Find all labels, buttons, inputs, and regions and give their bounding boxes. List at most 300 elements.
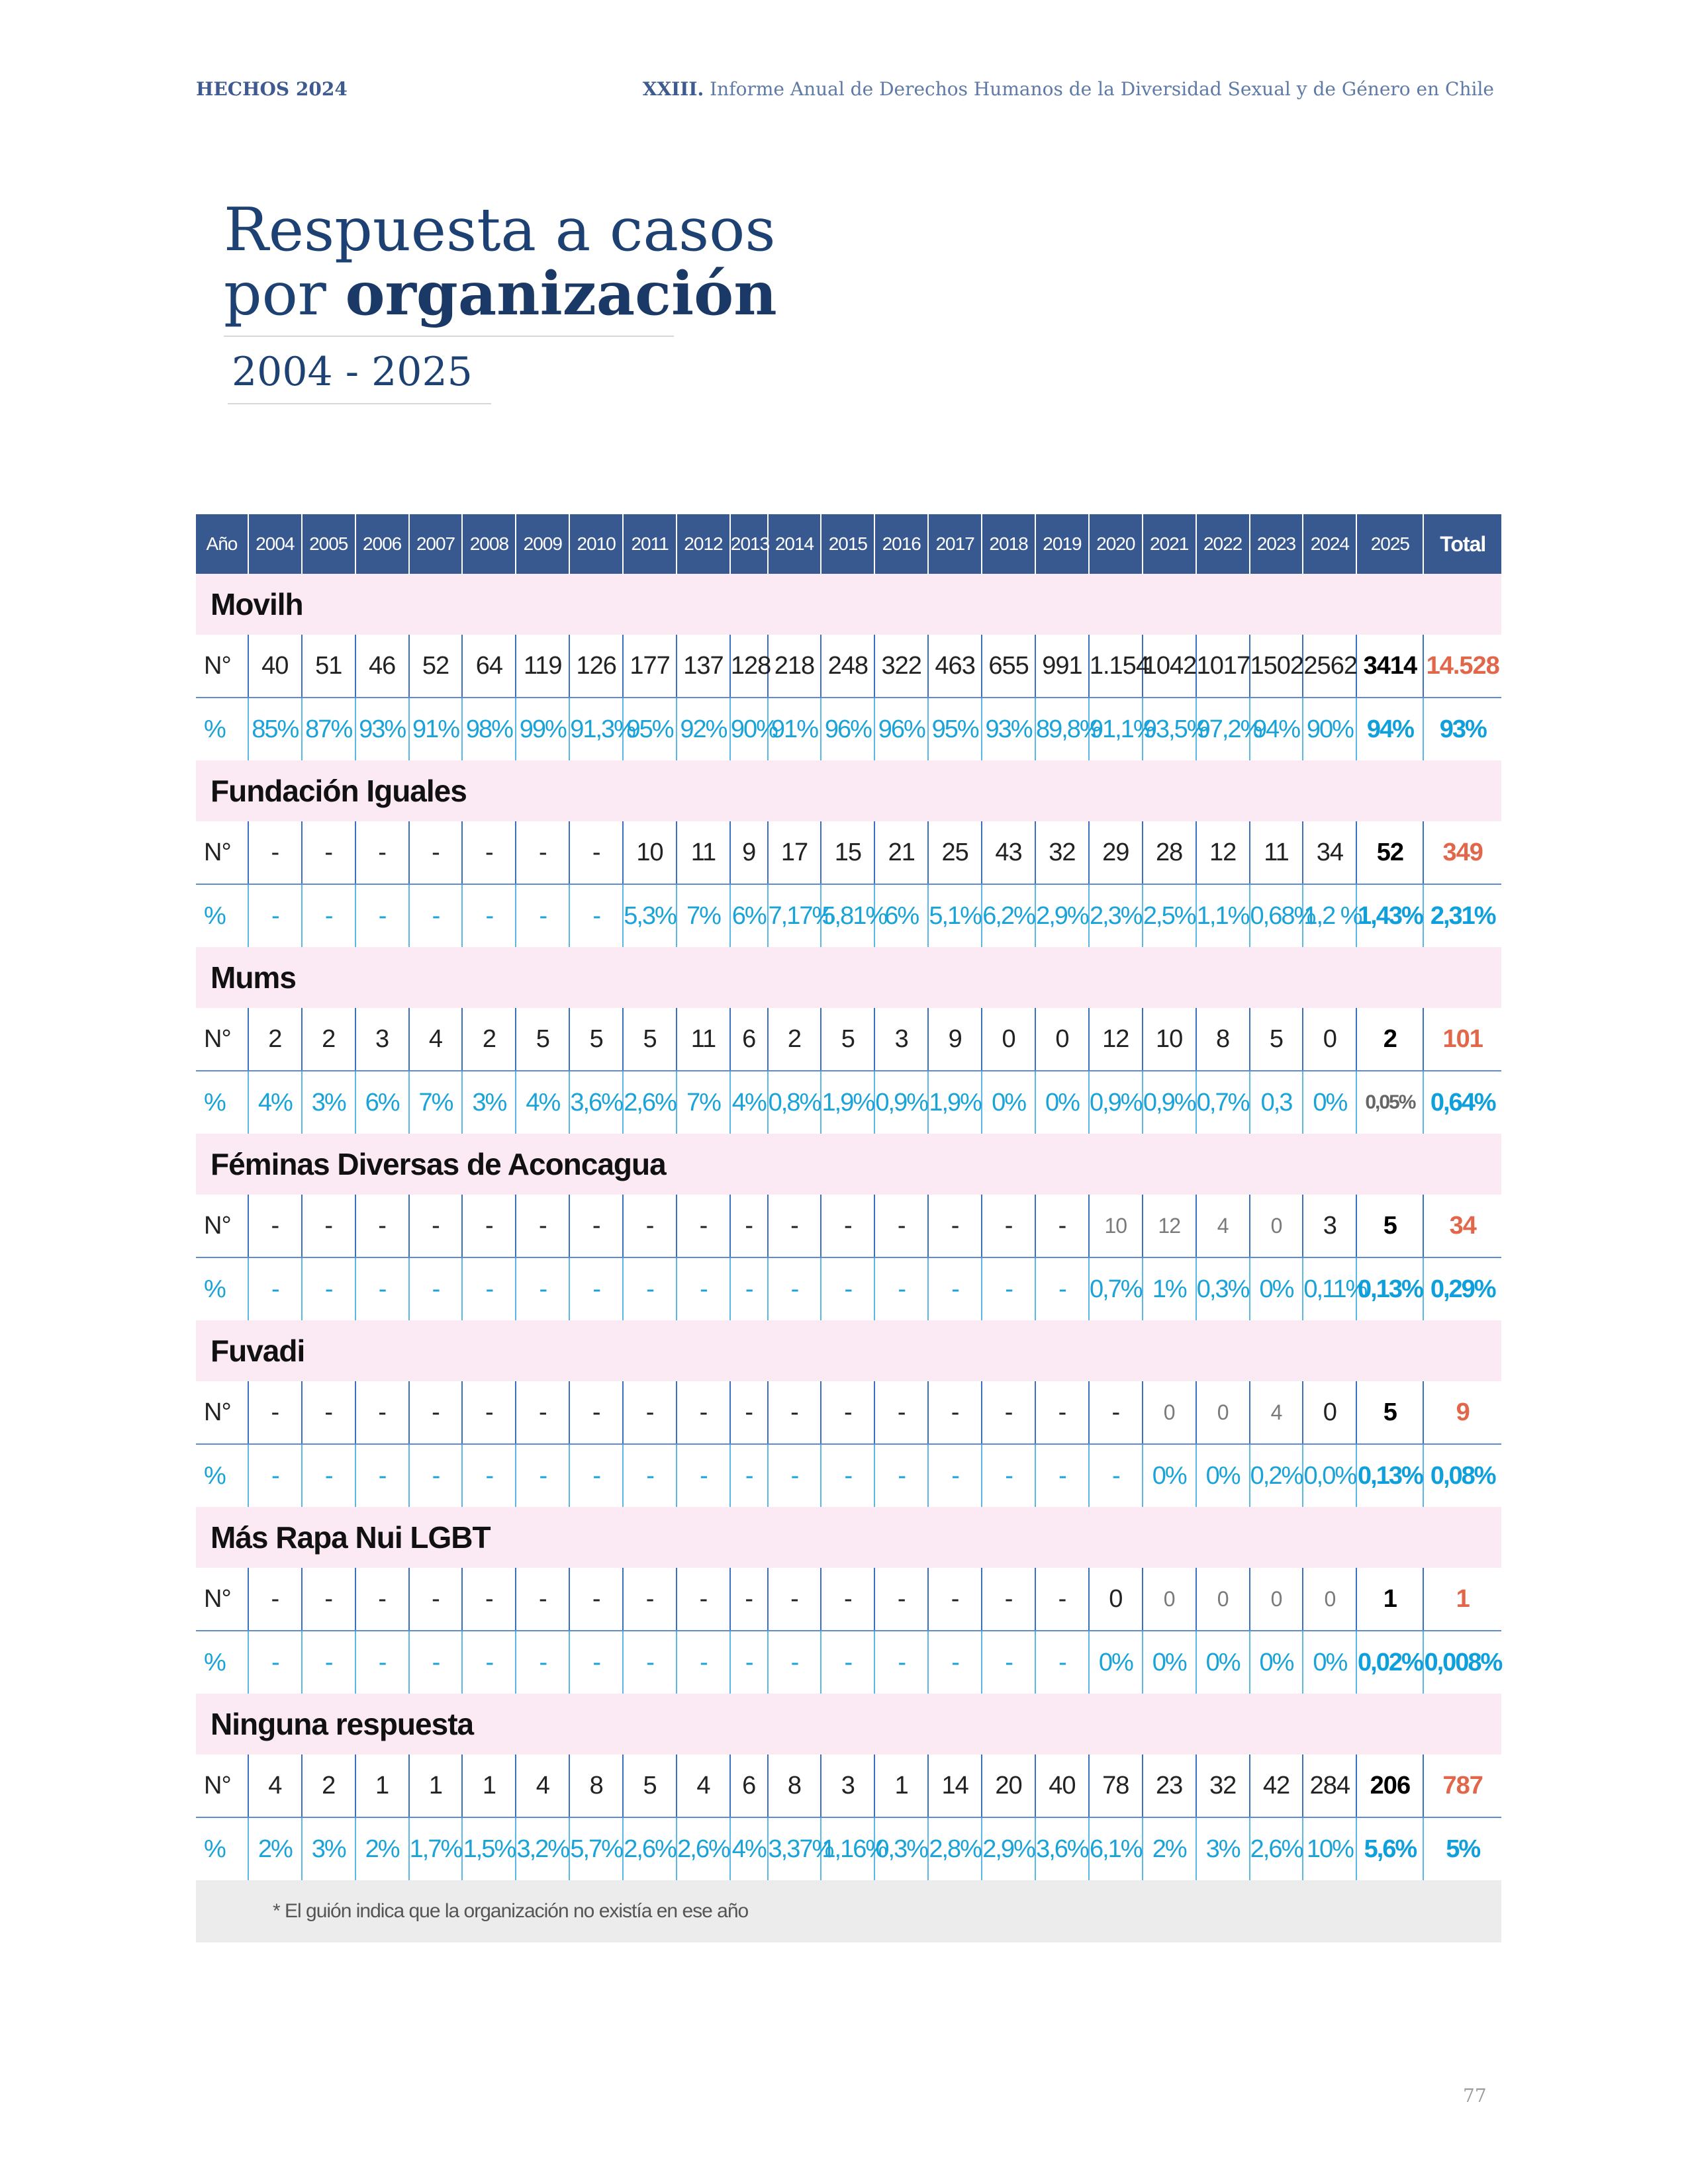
- count-cell: -: [677, 1568, 730, 1631]
- percent-cell: -: [821, 1257, 874, 1320]
- count-cell: -: [1035, 1381, 1089, 1444]
- count-cell: -: [874, 1381, 928, 1444]
- percent-cell: -: [569, 1257, 623, 1320]
- count-cell: -: [248, 1195, 302, 1257]
- percent-cell: 5,1%: [928, 884, 982, 947]
- count-cell: 5: [1250, 1008, 1303, 1071]
- percent-cell: 4%: [730, 1817, 768, 1880]
- percent-cell: 5,7%: [569, 1817, 623, 1880]
- percent-cell: 2,5%: [1143, 884, 1196, 947]
- percent-cell: -: [768, 1257, 821, 1320]
- percent-cell: 1,9%: [821, 1071, 874, 1134]
- percent-cell: -: [821, 1444, 874, 1507]
- percent-cell: -: [516, 1631, 569, 1694]
- count-cell: 2: [302, 1754, 355, 1817]
- count-cell: -: [928, 1195, 982, 1257]
- percent-total: 0,29%: [1423, 1257, 1501, 1320]
- count-cell: 5: [623, 1008, 677, 1071]
- count-cell: 46: [355, 635, 409, 698]
- percent-cell: -: [1089, 1444, 1143, 1507]
- count-cell: -: [302, 1195, 355, 1257]
- percent-cell: 91%: [409, 698, 463, 760]
- percent-cell: -: [302, 1631, 355, 1694]
- count-cell: 8: [569, 1754, 623, 1817]
- count-label: N°: [196, 1754, 248, 1817]
- count-label: N°: [196, 1381, 248, 1444]
- percent-row: [196, 1444, 1501, 1507]
- header-year-label: Año: [196, 514, 248, 574]
- percent-total: 2,31%: [1423, 884, 1501, 947]
- percent-row: [196, 884, 1501, 947]
- count-cell: -: [1089, 1381, 1143, 1444]
- percent-cell: 3,6%: [569, 1071, 623, 1134]
- count-cell: -: [516, 1195, 569, 1257]
- count-cell: 15: [821, 821, 874, 884]
- percent-cell: 0,13%: [1356, 1257, 1423, 1320]
- count-cell: 0: [1196, 1381, 1250, 1444]
- count-cell: -: [302, 1381, 355, 1444]
- count-cell: -: [248, 1381, 302, 1444]
- percent-cell: -: [821, 1631, 874, 1694]
- header-year-2023: 2023: [1250, 514, 1303, 574]
- percent-cell: -: [730, 1631, 768, 1694]
- count-cell: 12: [1196, 821, 1250, 884]
- header-year-2010: 2010: [569, 514, 623, 574]
- count-cell: 52: [409, 635, 463, 698]
- count-row: [196, 1754, 1501, 1817]
- percent-cell: 0,3: [1250, 1071, 1303, 1134]
- count-cell: 4: [1250, 1381, 1303, 1444]
- count-cell: -: [928, 1568, 982, 1631]
- percent-cell: -: [874, 1631, 928, 1694]
- count-cell: -: [982, 1195, 1035, 1257]
- count-cell: 248: [821, 635, 874, 698]
- percent-cell: 4%: [730, 1071, 768, 1134]
- percent-cell: 1,16%: [821, 1817, 874, 1880]
- count-cell: 0: [1303, 1381, 1356, 1444]
- header-year-2011: 2011: [623, 514, 677, 574]
- header-year-2008: 2008: [462, 514, 516, 574]
- percent-cell: 91,1%: [1089, 698, 1143, 760]
- percent-cell: 10%: [1303, 1817, 1356, 1880]
- header-year-2012: 2012: [677, 514, 730, 574]
- count-cell: 4: [516, 1754, 569, 1817]
- percent-cell: -: [1035, 1444, 1089, 1507]
- count-cell: 5: [623, 1754, 677, 1817]
- count-cell: 2562: [1303, 635, 1356, 698]
- count-cell: -: [355, 1381, 409, 1444]
- percent-label: %: [204, 715, 225, 743]
- running-header-right: [643, 78, 1494, 100]
- percent-label: %: [204, 901, 225, 930]
- count-cell: 42: [1250, 1754, 1303, 1817]
- count-total: 787: [1423, 1754, 1501, 1817]
- percent-cell: -: [623, 1444, 677, 1507]
- count-cell: 177: [623, 635, 677, 698]
- count-cell: -: [462, 1195, 516, 1257]
- count-cell: 10: [623, 821, 677, 884]
- count-cell: -: [768, 1195, 821, 1257]
- org-name: Féminas Diversas de Aconcagua: [196, 1134, 1501, 1195]
- percent-cell: -: [982, 1631, 1035, 1694]
- percent-cell: 3,37%: [768, 1817, 821, 1880]
- count-cell: 1: [409, 1754, 463, 1817]
- header-year-2009: 2009: [516, 514, 569, 574]
- percent-cell: 2,6%: [1250, 1817, 1303, 1880]
- percent-cell: 0,11%: [1303, 1257, 1356, 1320]
- count-cell: 463: [928, 635, 982, 698]
- percent-cell: 6%: [874, 884, 928, 947]
- count-cell: 1502: [1250, 635, 1303, 698]
- percent-cell: -: [569, 884, 623, 947]
- percent-cell: -: [462, 1631, 516, 1694]
- count-total: 1: [1423, 1568, 1501, 1631]
- count-cell: 3: [1303, 1195, 1356, 1257]
- percent-cell: 97,2%: [1196, 698, 1250, 760]
- count-cell: -: [982, 1568, 1035, 1631]
- percent-cell: 0%: [1303, 1071, 1356, 1134]
- percent-cell: -: [730, 1444, 768, 1507]
- count-cell: -: [677, 1381, 730, 1444]
- percent-cell: 4%: [516, 1071, 569, 1134]
- page-number: 77: [1463, 2085, 1487, 2107]
- percent-cell: 0%: [1089, 1631, 1143, 1694]
- count-cell: 5: [1356, 1195, 1423, 1257]
- percent-cell: -: [516, 1444, 569, 1507]
- count-cell: -: [409, 1195, 463, 1257]
- count-cell: 0: [1250, 1568, 1303, 1631]
- percent-cell: -: [677, 1631, 730, 1694]
- count-row: [196, 1008, 1501, 1071]
- count-row: [196, 635, 1501, 698]
- percent-cell: -: [516, 1257, 569, 1320]
- percent-cell: -: [409, 884, 463, 947]
- count-cell: -: [623, 1195, 677, 1257]
- percent-cell: 0%: [982, 1071, 1035, 1134]
- count-cell: 5: [569, 1008, 623, 1071]
- count-total: 349: [1423, 821, 1501, 884]
- count-label: N°: [196, 1008, 248, 1071]
- percent-cell: 1,9%: [928, 1071, 982, 1134]
- count-cell: 32: [1035, 821, 1089, 884]
- count-cell: -: [1035, 1195, 1089, 1257]
- percent-cell: 93%: [355, 698, 409, 760]
- count-cell: 78: [1089, 1754, 1143, 1817]
- percent-cell: -: [355, 1444, 409, 1507]
- percent-label: %: [204, 1275, 225, 1303]
- percent-cell: 90%: [730, 698, 768, 760]
- percent-cell: 6,1%: [1089, 1817, 1143, 1880]
- count-cell: 11: [677, 1008, 730, 1071]
- count-total: 34: [1423, 1195, 1501, 1257]
- percent-cell: 3%: [302, 1817, 355, 1880]
- percent-cell: -: [462, 884, 516, 947]
- percent-cell: 3,2%: [516, 1817, 569, 1880]
- count-cell: 3: [874, 1008, 928, 1071]
- percent-cell: 0%: [1196, 1444, 1250, 1507]
- count-cell: 14: [928, 1754, 982, 1817]
- count-cell: -: [409, 821, 463, 884]
- percent-cell: 87%: [302, 698, 355, 760]
- count-cell: -: [569, 1568, 623, 1631]
- count-cell: 5: [516, 1008, 569, 1071]
- header-year-2005: 2005: [302, 514, 355, 574]
- org-row: [196, 1507, 1501, 1568]
- count-total: 101: [1423, 1008, 1501, 1071]
- percent-cell: 1,7%: [409, 1817, 463, 1880]
- count-label: N°: [196, 1195, 248, 1257]
- percent-cell: 0,7%: [1196, 1071, 1250, 1134]
- count-cell: -: [768, 1381, 821, 1444]
- percent-cell: -: [355, 1631, 409, 1694]
- percent-cell: -: [928, 1257, 982, 1320]
- percent-cell: 0,8%: [768, 1071, 821, 1134]
- count-cell: 655: [982, 635, 1035, 698]
- count-cell: 5: [821, 1008, 874, 1071]
- percent-cell: -: [1035, 1631, 1089, 1694]
- percent-cell: -: [302, 1257, 355, 1320]
- count-cell: -: [409, 1381, 463, 1444]
- title-block: [224, 195, 777, 404]
- percent-cell: -: [677, 1257, 730, 1320]
- count-cell: -: [355, 1195, 409, 1257]
- count-cell: 3414: [1356, 635, 1423, 698]
- header-year-2018: 2018: [982, 514, 1035, 574]
- percent-cell: -: [569, 1631, 623, 1694]
- percent-label: %: [204, 1461, 225, 1490]
- percent-cell: 96%: [821, 698, 874, 760]
- count-cell: 322: [874, 635, 928, 698]
- count-cell: -: [569, 1381, 623, 1444]
- running-header-left: HECHOS 2024: [196, 78, 348, 100]
- percent-cell: 5,6%: [1356, 1817, 1423, 1880]
- percent-cell: 0%: [1250, 1257, 1303, 1320]
- org-row: [196, 947, 1501, 1008]
- count-cell: -: [730, 1195, 768, 1257]
- count-cell: 43: [982, 821, 1035, 884]
- percent-cell: -: [516, 884, 569, 947]
- count-cell: 0: [1303, 1568, 1356, 1631]
- percent-cell: 92%: [677, 698, 730, 760]
- percent-cell: 1,43%: [1356, 884, 1423, 947]
- count-cell: 8: [1196, 1008, 1250, 1071]
- cases-by-organization-table: [196, 514, 1501, 1942]
- percent-cell: -: [248, 1444, 302, 1507]
- count-cell: -: [928, 1381, 982, 1444]
- count-cell: 1.154: [1089, 635, 1143, 698]
- count-cell: 126: [569, 635, 623, 698]
- count-cell: 1: [462, 1754, 516, 1817]
- header-year-2017: 2017: [928, 514, 982, 574]
- count-cell: 991: [1035, 635, 1089, 698]
- count-cell: 119: [516, 635, 569, 698]
- percent-cell: -: [982, 1257, 1035, 1320]
- percent-cell: 7%: [409, 1071, 463, 1134]
- title-prefix: por: [224, 259, 326, 329]
- percent-cell: -: [355, 1257, 409, 1320]
- percent-cell: 6,2%: [982, 884, 1035, 947]
- count-cell: -: [409, 1568, 463, 1631]
- page-title-line2: [224, 259, 777, 329]
- percent-cell: -: [623, 1257, 677, 1320]
- table-header-row: [196, 514, 1501, 574]
- count-cell: -: [677, 1195, 730, 1257]
- page-title-line1: Respuesta a casos: [224, 195, 776, 265]
- count-cell: 52: [1356, 821, 1423, 884]
- count-cell: 3: [821, 1754, 874, 1817]
- percent-cell: -: [677, 1444, 730, 1507]
- count-cell: 6: [730, 1008, 768, 1071]
- percent-cell: 5,81%: [821, 884, 874, 947]
- org-row: [196, 1694, 1501, 1754]
- percent-cell: 95%: [623, 698, 677, 760]
- percent-cell: 0%: [1035, 1071, 1089, 1134]
- percent-total: 0,008%: [1423, 1631, 1501, 1694]
- count-cell: -: [982, 1381, 1035, 1444]
- percent-cell: 7,17%: [768, 884, 821, 947]
- count-cell: 0: [1196, 1568, 1250, 1631]
- percent-row: [196, 1817, 1501, 1880]
- count-cell: -: [516, 1568, 569, 1631]
- count-cell: -: [768, 1568, 821, 1631]
- percent-cell: -: [248, 1257, 302, 1320]
- count-cell: 1042: [1143, 635, 1196, 698]
- count-cell: -: [516, 1381, 569, 1444]
- title-divider: [224, 336, 674, 337]
- count-cell: -: [569, 821, 623, 884]
- percent-cell: -: [248, 884, 302, 947]
- percent-cell: 6%: [730, 884, 768, 947]
- header-year-2021: 2021: [1143, 514, 1196, 574]
- count-cell: -: [623, 1568, 677, 1631]
- percent-cell: -: [462, 1444, 516, 1507]
- org-row: [196, 760, 1501, 821]
- count-cell: 1: [355, 1754, 409, 1817]
- percent-cell: 2%: [248, 1817, 302, 1880]
- percent-cell: 2,6%: [677, 1817, 730, 1880]
- year-range: 2004 - 2025: [232, 349, 473, 395]
- percent-cell: 0,05%: [1356, 1071, 1423, 1134]
- percent-cell: 85%: [248, 698, 302, 760]
- percent-cell: 0,9%: [874, 1071, 928, 1134]
- count-cell: -: [821, 1381, 874, 1444]
- header-year-2024: 2024: [1303, 514, 1356, 574]
- percent-cell: -: [1035, 1257, 1089, 1320]
- percent-cell: 0,2%: [1250, 1444, 1303, 1507]
- count-cell: -: [821, 1568, 874, 1631]
- count-cell: 0: [1303, 1008, 1356, 1071]
- percent-cell: 0,9%: [1089, 1071, 1143, 1134]
- org-name: Ninguna respuesta: [196, 1694, 1501, 1754]
- count-cell: 4: [677, 1754, 730, 1817]
- count-cell: 4: [1196, 1195, 1250, 1257]
- header-year-2013: 2013: [730, 514, 768, 574]
- count-cell: 28: [1143, 821, 1196, 884]
- percent-cell: 0,3%: [874, 1817, 928, 1880]
- percent-cell: 2,3%: [1089, 884, 1143, 947]
- percent-cell: 0%: [1143, 1444, 1196, 1507]
- count-cell: 0: [982, 1008, 1035, 1071]
- header-year-2025: 2025: [1356, 514, 1423, 574]
- count-cell: 25: [928, 821, 982, 884]
- count-row: [196, 1195, 1501, 1257]
- count-cell: 29: [1089, 821, 1143, 884]
- org-name: Movilh: [196, 574, 1501, 635]
- count-cell: -: [730, 1381, 768, 1444]
- header-year-2014: 2014: [768, 514, 821, 574]
- count-total: 14.528: [1423, 635, 1501, 698]
- header-total: Total: [1423, 514, 1501, 574]
- count-cell: 10: [1089, 1195, 1143, 1257]
- count-cell: 10: [1143, 1008, 1196, 1071]
- percent-cell: 0,0%: [1303, 1444, 1356, 1507]
- percent-cell: 0,9%: [1143, 1071, 1196, 1134]
- count-cell: 32: [1196, 1754, 1250, 1817]
- percent-row: [196, 1257, 1501, 1320]
- percent-cell: 0%: [1143, 1631, 1196, 1694]
- org-name: Más Rapa Nui LGBT: [196, 1507, 1501, 1568]
- percent-cell: -: [928, 1631, 982, 1694]
- count-cell: 23: [1143, 1754, 1196, 1817]
- count-cell: 0: [1035, 1008, 1089, 1071]
- count-cell: -: [248, 821, 302, 884]
- count-cell: 8: [768, 1754, 821, 1817]
- count-cell: -: [355, 1568, 409, 1631]
- percent-row: [196, 1631, 1501, 1694]
- percent-cell: 2,9%: [982, 1817, 1035, 1880]
- percent-cell: 7%: [677, 884, 730, 947]
- count-cell: 0: [1143, 1381, 1196, 1444]
- org-name: Fuvadi: [196, 1320, 1501, 1381]
- percent-cell: 93,5%: [1143, 698, 1196, 760]
- org-row: [196, 574, 1501, 635]
- count-cell: 2: [248, 1008, 302, 1071]
- report-number: XXIII.: [642, 78, 704, 100]
- count-cell: 284: [1303, 1754, 1356, 1817]
- percent-cell: -: [730, 1257, 768, 1320]
- count-cell: -: [874, 1195, 928, 1257]
- percent-cell: 6%: [355, 1071, 409, 1134]
- count-cell: 0: [1250, 1195, 1303, 1257]
- percent-cell: 3%: [462, 1071, 516, 1134]
- percent-cell: -: [768, 1631, 821, 1694]
- percent-total: 0,08%: [1423, 1444, 1501, 1507]
- count-cell: -: [248, 1568, 302, 1631]
- count-cell: -: [302, 1568, 355, 1631]
- count-cell: 51: [302, 635, 355, 698]
- percent-cell: 0,68%: [1250, 884, 1303, 947]
- org-name: Mums: [196, 947, 1501, 1008]
- report-title: Informe Anual de Derechos Humanos de la Diversidad Sexual y de Género en Chile: [710, 78, 1494, 100]
- count-cell: 40: [1035, 1754, 1089, 1817]
- org-name: Fundación Iguales: [196, 760, 1501, 821]
- count-label: N°: [196, 1568, 248, 1631]
- percent-cell: 94%: [1250, 698, 1303, 760]
- count-cell: 11: [677, 821, 730, 884]
- count-cell: -: [462, 1568, 516, 1631]
- percent-cell: 0%: [1196, 1631, 1250, 1694]
- year-divider: [228, 403, 491, 404]
- count-cell: 2: [462, 1008, 516, 1071]
- count-cell: 4: [409, 1008, 463, 1071]
- percent-cell: 1%: [1143, 1257, 1196, 1320]
- count-cell: -: [623, 1381, 677, 1444]
- count-cell: 3: [355, 1008, 409, 1071]
- percent-cell: 0,02%: [1356, 1631, 1423, 1694]
- count-cell: -: [730, 1568, 768, 1631]
- count-cell: -: [569, 1195, 623, 1257]
- percent-cell: 96%: [874, 698, 928, 760]
